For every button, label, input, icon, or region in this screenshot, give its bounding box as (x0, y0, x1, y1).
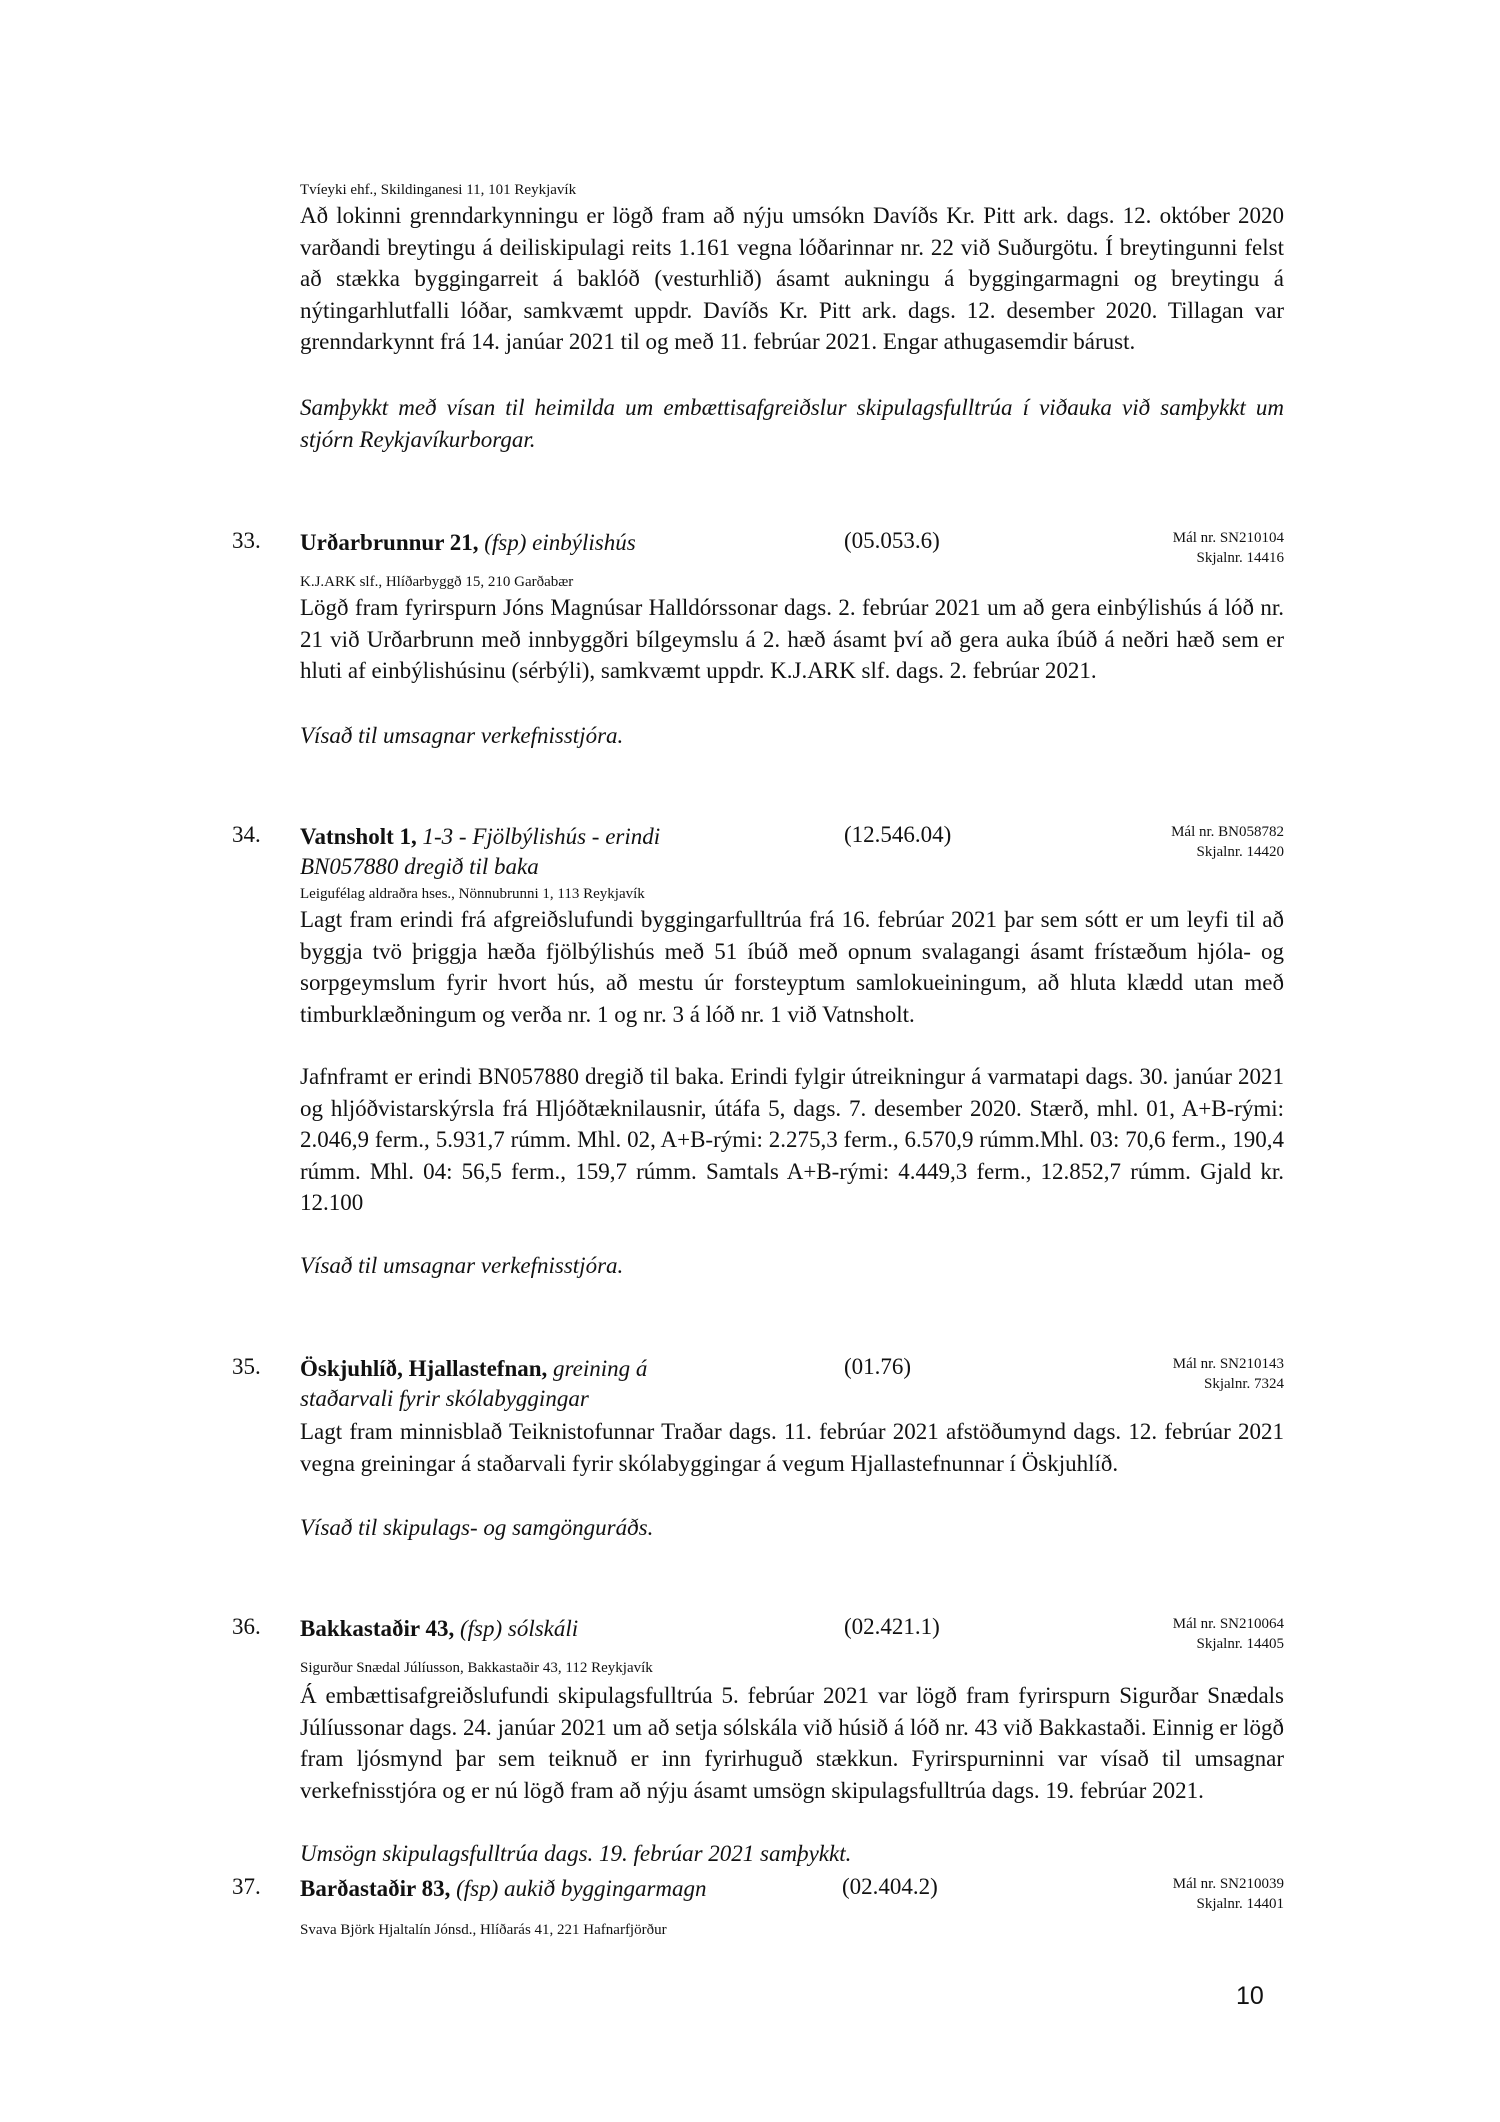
item-title (300, 1354, 730, 1414)
item-subtitle: (fsp) einbýlishús (484, 530, 636, 555)
item-name: Vatnsholt 1, (300, 824, 417, 849)
item-36-decision: Umsögn skipulagsfulltrúa dags. 19. febrúar 2021 samþykkt. (300, 1841, 852, 1866)
item-35-text: Lagt fram minnisblað Teiknistofunnar Traðar dags. 11. febrúar 2021 afstöðumynd dags. 12. febrúar 2021 vegna greiningar á staðarvali fyrir skólabyggingar á vegum Hjallastefnunnar í Öskjuhlíð. (300, 1419, 1284, 1476)
item-37-applicant: Svava Björk Hjaltalín Jónsd., Hlíðarás 41, 221 Hafnarfjörður (300, 1922, 667, 1938)
skjal-nr: Skjalnr. 14401 (1196, 1896, 1284, 1912)
item-number: 33. (232, 528, 261, 553)
item-name: Urðarbrunnur 21, (300, 530, 479, 555)
item-34-header (232, 822, 1284, 882)
skjal-nr: Skjalnr. 7324 (1203, 1376, 1284, 1392)
item-refs (1173, 1614, 1284, 1654)
item-subtitle: greining á staðarvali fyrir skólabyggingar (300, 1356, 648, 1411)
item-code: (05.053.6) (844, 528, 940, 553)
skjal-nr: Skjalnr. 14416 (1196, 550, 1284, 566)
mal-nr: Mál nr. SN210039 (1172, 1876, 1284, 1892)
item-36-text: Á embættisafgreiðslufundi skipulagsfulltrúa 5. febrúar 2021 var lögð fram fyrirspurn Sigurðar Snædals Júlíussonar dags. 24. janúar 2021 um að setja sólskála við húsið á lóð nr. 43 við Bakkastaði. Einnig er lögð fram ljósmynd þar sem teiknuð er inn fyrirhuguð stækkun. Fyrirspurninni var vísað til umsagnar verkefnisstjóra og er nú lögð fram að nýju ásamt umsögn skipulagsfulltrúa dags. 19. febrúar 2021. (300, 1683, 1284, 1803)
item-refs (1173, 1874, 1284, 1914)
item-34-decision: Vísað til umsagnar verkefnisstjóra. (300, 1253, 624, 1278)
mal-nr: Mál nr. SN210143 (1172, 1356, 1284, 1372)
item-number: 37. (232, 1874, 261, 1899)
item-refs (1171, 822, 1284, 862)
item-name: Bakkastaðir 43, (300, 1616, 455, 1641)
item-subtitle: (fsp) sólskáli (459, 1616, 579, 1641)
item-subtitle: 1-3 - Fjölbýlishús - erindi BN057880 dregið til baka (300, 824, 661, 879)
mal-nr: Mál nr. SN210064 (1172, 1616, 1284, 1632)
prev-item-applicant: Tvíeyki ehf., Skildinganesi 11, 101 Reykjavík (300, 182, 577, 198)
item-code: (02.404.2) (842, 1874, 938, 1899)
item-33-applicant: K.J.ARK slf., Hlíðarbyggð 15, 210 Garðabær (300, 574, 574, 590)
page-number: 10 (1236, 1982, 1264, 2010)
skjal-nr: Skjalnr. 14420 (1196, 844, 1284, 860)
item-title (300, 528, 730, 558)
item-name: Barðastaðir 83, (300, 1876, 451, 1901)
prev-item-decision: Samþykkt með vísan til heimilda um embættisafgreiðslur skipulagsfulltrúa í viðauka við samþykkt um stjórn Reykjavíkurborgar. (300, 395, 1284, 452)
item-title (300, 822, 730, 882)
item-34-text: Lagt fram erindi frá afgreiðslufundi byggingarfulltrúa frá 16. febrúar 2021 þar sem sótt er um leyfi til að byggja tvö þriggja hæða fjölbýlishús með 51 íbúð með opnum svalagangi ásamt frístæðum hjóla- og sorpgeymslum fyrir hvort hús, að mestu úr forsteyptum samlokueiningum, að hluta klædd utan með timburklæðningum og verða nr. 1 og nr. 3 á lóð nr. 1 við Vatnsholt. (300, 907, 1284, 1027)
item-title (300, 1614, 730, 1644)
mal-nr: Mál nr. SN210104 (1172, 530, 1284, 546)
item-33-text: Lögð fram fyrirspurn Jóns Magnúsar Halldórssonar dags. 2. febrúar 2021 um að gera einbýlishús á lóð nr. 21 við Urðarbrunn með innbyggðri bílgeymslu á 2. hæð ásamt því að gera auka íbúð á neðri hæð sem er hluti af einbýlishúsinu (sérbýli), samkvæmt uppdr. K.J.ARK slf. dags. 2. febrúar 2021. (300, 595, 1284, 683)
item-number: 34. (232, 822, 261, 847)
prev-item-text: Að lokinni grenndarkynningu er lögð fram að nýju umsókn Davíðs Kr. Pitt ark. dags. 12. október 2020 varðandi breytingu á deiliskipulagi reits 1.161 vegna lóðarinnar nr. 22 við Suðurgötu. Í breytingunni felst að stækka byggingarreit á baklóð (vesturhlið) ásamt aukningu á byggingarmagni og breytingu á nýtingarhlutfalli lóðar, samkvæmt uppdr. Davíðs Kr. Pitt ark. dags. 12. desember 2020. Tillagan var grenndarkynnt frá 14. janúar 2021 til og með 11. febrúar 2021. Engar athugasemdir bárust. (300, 203, 1284, 354)
mal-nr: Mál nr. BN058782 (1171, 824, 1284, 840)
item-refs (1173, 1354, 1284, 1394)
item-33-decision: Vísað til umsagnar verkefnisstjóra. (300, 723, 624, 748)
item-35-decision: Vísað til skipulags- og samgönguráðs. (300, 1515, 654, 1540)
item-title (300, 1874, 860, 1904)
item-34-applicant: Leigufélag aldraðra hses., Nönnubrunni 1, 113 Reykjavík (300, 886, 645, 902)
item-number: 36. (232, 1614, 261, 1639)
skjal-nr: Skjalnr. 14405 (1196, 1636, 1284, 1652)
item-36-applicant: Sigurður Snædal Júlíusson, Bakkastaðir 43, 112 Reykjavík (300, 1660, 653, 1676)
item-34-text-2: Jafnframt er erindi BN057880 dregið til baka. Erindi fylgir útreikningur á varmatapi dags. 30. janúar 2021 og hljóðvistarskýrsla frá Hljóðtæknilausnir, útáfa 5, dags. 7. desember 2020. Stærð, mhl. 01, A+B-rými: 2.046,9 ferm., 5.931,7 rúmm. Mhl. 02, A+B-rými: 2.275,3 ferm., 6.570,9 rúmm.Mhl. 03: 70,6 ferm., 190,4 rúmm. Mhl. 04: 56,5 ferm., 159,7 rúmm. Samtals A+B-rými: 4.449,3 ferm., 12.852,7 rúmm. Gjald kr. 12.100 (300, 1064, 1284, 1215)
item-code: (12.546.04) (844, 822, 952, 847)
item-number: 35. (232, 1354, 261, 1379)
item-subtitle: (fsp) aukið byggingarmagn (456, 1876, 707, 1901)
item-refs (1173, 528, 1284, 568)
item-name: Öskjuhlíð, Hjallastefnan, (300, 1356, 548, 1381)
item-35-header (232, 1354, 1284, 1414)
item-code: (01.76) (844, 1354, 912, 1379)
item-code: (02.421.1) (844, 1614, 940, 1639)
